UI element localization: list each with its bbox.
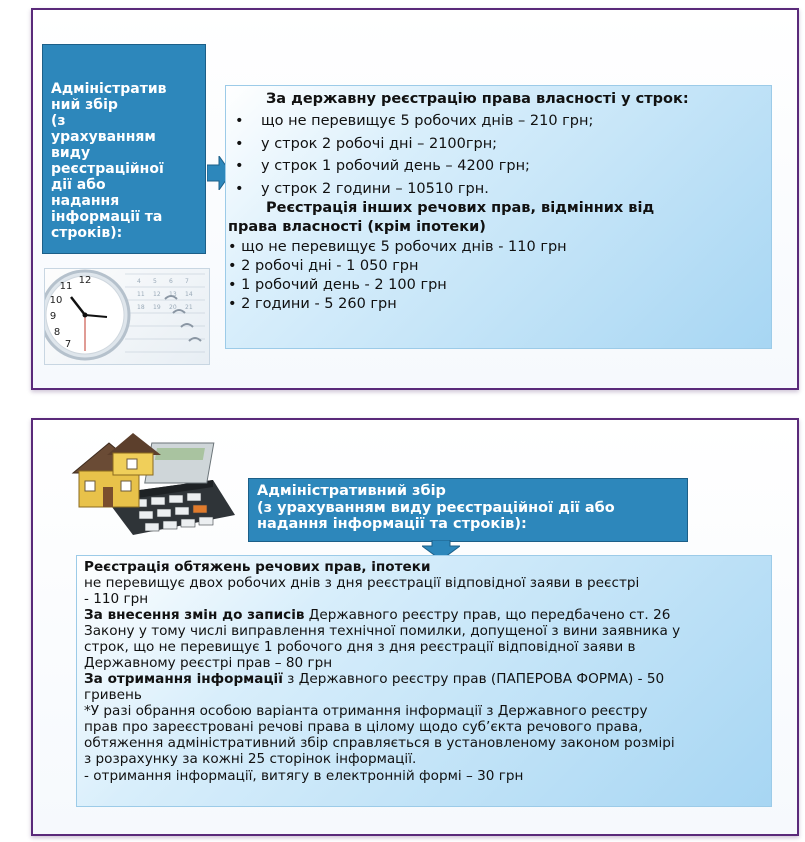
encumbrance-fees-box: [76, 555, 772, 807]
svg-text:18: 18: [137, 304, 145, 311]
svg-text:12: 12: [153, 291, 161, 298]
clock-number: 12: [78, 275, 92, 286]
text-line: - 110 грн: [84, 591, 149, 607]
bold-text: За внесення змін до записів: [84, 607, 305, 623]
admin-fee-label-2: [248, 478, 688, 542]
other-rights-header: Реєстрація інших речових прав, відмінних від: [266, 200, 655, 216]
label-line: виду: [51, 145, 91, 161]
info-line: [84, 672, 664, 688]
label-line: інформації та: [51, 209, 163, 225]
list-item: [235, 181, 489, 197]
label-line: дії або: [51, 177, 106, 193]
svg-text:11: 11: [137, 291, 145, 298]
clock-calendar-image: [44, 268, 210, 365]
label-line: строків):: [51, 225, 123, 241]
text-line: прав про зареєстровані речові права в цілому щодо суб’єкта речового права,: [84, 719, 643, 735]
list-item: • 2 робочі дні - 1 050 грн: [228, 258, 419, 274]
label-line: Адміністративний збір: [257, 483, 446, 499]
text-line: обтяження адміністративний збір справляється в установленому законом розмірі: [84, 735, 675, 751]
list-item: • що не перевищує 5 робочих днів - 110 грн: [228, 239, 567, 255]
svg-text:7: 7: [185, 278, 189, 285]
bold-text: За отримання інформації: [84, 671, 283, 687]
clock-number: 9: [49, 311, 57, 322]
ownership-fees-header: За державну реєстрацію права власності у строк:: [266, 91, 689, 107]
clock-number: 8: [53, 327, 61, 338]
text-span: Державного реєстру прав, що передбачено ст. 26: [304, 607, 671, 623]
admin-fee-label: [42, 44, 206, 254]
text-line: гривень: [84, 687, 142, 703]
svg-text:20: 20: [169, 304, 177, 311]
clock-icon: [45, 269, 209, 364]
text-line: з розрахунку за кожні 25 сторінок інформації.: [84, 751, 417, 767]
clock-number: 10: [49, 295, 63, 306]
label-line: ний збір: [51, 97, 118, 113]
bullet-icon: •: [235, 113, 244, 129]
text-line: не перевищує двох робочих днів з дня реєстрації відповідної заяви в реєстрі: [84, 575, 640, 591]
other-rights-header-cont: права власності (крім іпотеки): [228, 219, 486, 235]
text-line: Державному реєстрі прав – 80 грн: [84, 655, 333, 671]
svg-text:6: 6: [169, 278, 173, 285]
text-line: - отримання інформації, витягу в електронній формі – 30 грн: [84, 768, 524, 784]
label-line: надання інформації та строків):: [257, 516, 527, 532]
property-rights-fees-box: [225, 85, 772, 349]
svg-text:14: 14: [185, 291, 193, 298]
list-item-text: у строк 1 робочий день – 4200 грн;: [261, 158, 530, 174]
svg-text:13: 13: [169, 291, 177, 298]
svg-text:21: 21: [185, 304, 193, 311]
bold-text: Реєстрація обтяжень речових прав, іпотеки: [84, 559, 431, 575]
svg-text:5: 5: [153, 278, 157, 285]
list-item: • 2 години - 5 260 грн: [228, 296, 397, 312]
label-line: Адміністратив: [51, 81, 167, 97]
list-item-text: що не перевищує 5 робочих днів – 210 грн;: [261, 113, 594, 129]
list-item: [235, 158, 530, 174]
text-line: строк, що не перевищує 1 робочого дня з дня реєстрації відповідної заяви в: [84, 639, 636, 655]
list-item: [235, 136, 497, 152]
label-line: надання: [51, 193, 120, 209]
clock-number: 7: [64, 339, 72, 350]
clock-number: 11: [59, 281, 73, 292]
label-line: урахуванням: [51, 129, 156, 145]
label-line: (з урахуванням виду реєстраційної дії або: [257, 499, 615, 516]
label-line: реєстраційної: [51, 161, 164, 177]
house-calculator-image: [63, 425, 235, 535]
list-item-text: у строк 2 робочі дні – 2100грн;: [261, 136, 498, 152]
encumbrance-title: [84, 560, 430, 576]
svg-text:19: 19: [153, 304, 161, 311]
bullet-icon: •: [235, 136, 244, 152]
bullet-icon: •: [235, 158, 244, 174]
text-span: з Державного реєстру прав (ПАПЕРОВА ФОРМА) - 50: [282, 671, 665, 687]
list-item: • 1 робочий день - 2 100 грн: [228, 277, 447, 293]
changes-line: [84, 608, 670, 624]
text-line: Закону у тому числі виправлення технічної помилки, допущеної з вини заявника у: [84, 623, 681, 639]
list-item-text: у строк 2 години – 10510 грн.: [261, 181, 489, 197]
text-line: *У разі обрання особою варіанта отримання інформації з Державного реєстру: [84, 703, 648, 719]
bullet-icon: •: [235, 181, 244, 197]
label-line: (з: [51, 113, 66, 129]
list-item: [235, 113, 593, 129]
svg-text:4: 4: [137, 278, 141, 285]
